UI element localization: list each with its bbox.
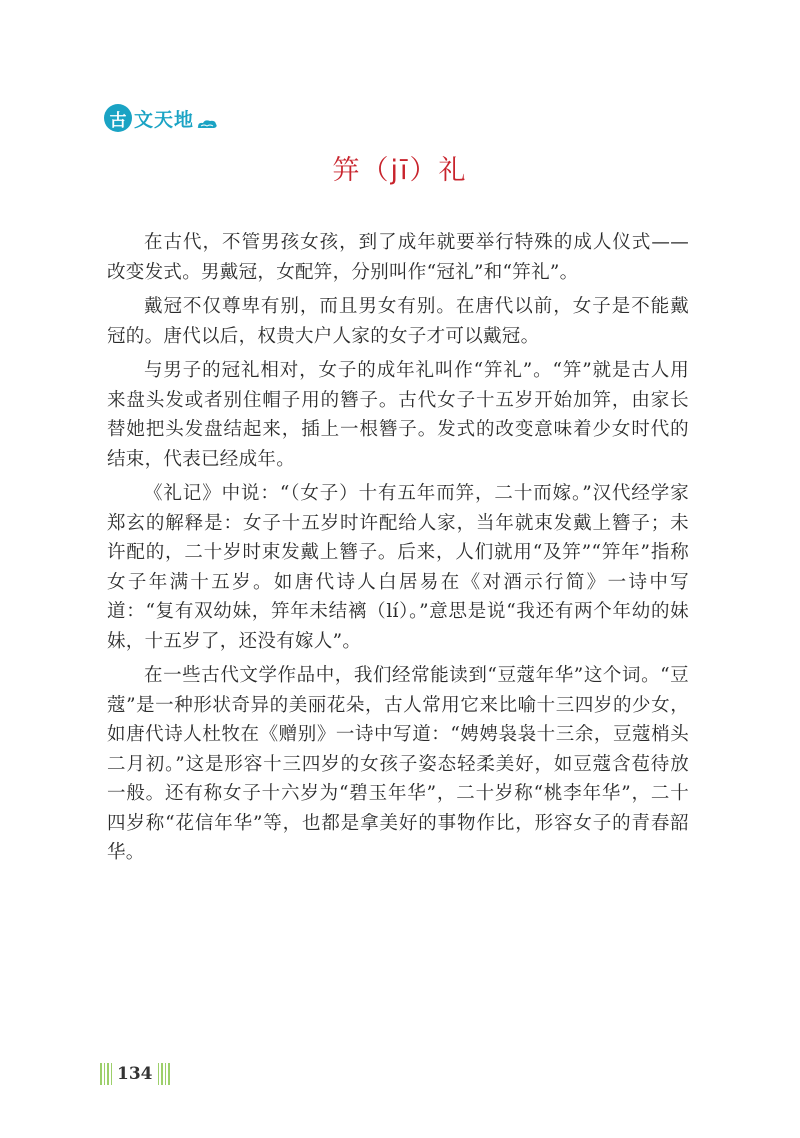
section-header xyxy=(104,104,218,132)
paragraph-4: 《礼记》中说：“（女子）十有五年而笄，二十而嫁。”汉代经学家郑玄的解释是：女子十五岁时许配给人家，当年就束发戴上簪子；未许配的，二十岁时束发戴上簪子。后来，人们就用“及笄”“笄年”指称女子年满十五岁。如唐代诗人白居易在《对酒示行简》一诗中写道：“复有双幼妹，笄年未结褵（lí）。”意思是说“我还有两个年幼的妹妹，十五岁了，还没有嫁人”。 xyxy=(107,483,689,652)
cloud-icon xyxy=(196,119,218,129)
paragraph-3: 与男子的冠礼相对，女子的成年礼叫作“笄礼”。“笄”就是古人用来盘头发或者别住帽子用的簪子。古代女子十五岁开始加笄，由家长替她把头发盘结起来，插上一根簪子。发式的改变意味着少女时代的结束，代表已经成年。 xyxy=(107,360,689,470)
paragraph-5: 在一些古代文学作品中，我们经常能读到“豆蔻年华”这个词。“豆蔻”是一种形状奇异的美丽花朵，古人常用它来比喻十三四岁的少女，如唐代诗人杜牧在《赠别》一诗中写道：“娉娉袅袅十三余，豆蔻梢头二月初。”这是形容十三四岁的女孩子姿态轻柔美好，如豆蔻含苞待放一般。还有称女子十六岁为“碧玉年华”，二十岁称“桃李年华”，二十四岁称“花信年华”等，也都是拿美好的事物作比，形容女子的青春韶华。 xyxy=(107,665,689,863)
left-deco-bars xyxy=(100,1063,112,1085)
section-label: 文天地 xyxy=(134,108,195,131)
page-number: 134 xyxy=(117,1064,153,1084)
page-footer xyxy=(100,1063,170,1085)
paragraph-1: 在古代，不管男孩女孩，到了成年就要举行特殊的成人仪式——改变发式。男戴冠，女配笄，分别叫作“冠礼”和“笄礼”。 xyxy=(107,232,689,283)
page-title: 笄（jī）礼 xyxy=(332,155,468,186)
right-deco-bars xyxy=(158,1063,170,1085)
paragraph-2: 戴冠不仅尊卑有别，而且男女有别。在唐代以前，女子是不能戴冠的。唐代以后，权贵大户人家的女子才可以戴冠。 xyxy=(107,296,689,347)
section-badge: 古 xyxy=(104,104,132,132)
article-body xyxy=(107,228,689,873)
